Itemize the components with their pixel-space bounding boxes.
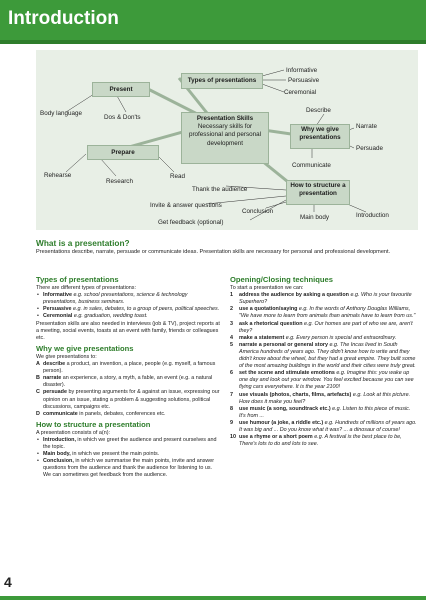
- list-item: [230, 392, 418, 406]
- label-body-language: Body language: [40, 110, 83, 117]
- item-key: B: [36, 375, 40, 382]
- label-research: Research: [106, 178, 133, 185]
- item-key: 9: [230, 419, 233, 426]
- structure-heading: How to structure a presentation: [36, 419, 151, 429]
- item-key: 6: [230, 370, 233, 377]
- what-is-heading: What is a presentation?: [36, 238, 130, 248]
- list-item: [230, 292, 418, 306]
- item-key: 2: [230, 306, 233, 313]
- item-text: e.g. Look at this picture. How does it make you feel?: [239, 391, 411, 405]
- node-types-of-presentations: Types of presentations: [181, 73, 263, 89]
- what-is-text: Presentations describe, narrate, persuade or communicate ideas. Presentation skills are necessary for personal and professional development.: [36, 249, 391, 256]
- node-present: Present: [92, 82, 150, 97]
- label-thank-the-audience: Thank the audience: [192, 186, 248, 193]
- item-text: a product, an invention, a place, people (e.g. myself, a famous person).: [43, 361, 216, 375]
- item-text: e.g. The Incas lived in South America hundreds of years ago. They didn't know how to write and they didn't know about the wheel, but they had a great empire. They built some of the most amazing buildings in the world and their cities were truly great.: [239, 341, 416, 370]
- list-item: • Main body, in which we present the main points.: [37, 451, 160, 458]
- item-text: by presenting arguments for & against an issue, expressing our opinion on an issue, stating a problem & suggesting solutions, political discussions, campaigns etc.: [43, 389, 220, 410]
- list-item: • Conclusion, in which we summarise the main points, invite and answer questions from the audience and thank the audience for listening to us. We can sometimes get feedback from the audience.: [37, 458, 215, 479]
- item-key: C: [36, 389, 40, 396]
- item-key: 8: [230, 405, 233, 412]
- item-term: make a statement: [239, 334, 285, 341]
- left-column: [36, 276, 221, 483]
- item-text: e.g. Who is your favourite Superhero?: [239, 292, 412, 306]
- item-term: use music (a song, soundtrack etc.): [239, 405, 331, 412]
- item-text: e.g. in sales, debates, to a group of peers, political speeches.: [71, 306, 220, 313]
- item-text: e.g. A festival is the best place to be, There's lots to do and lots to see.: [239, 434, 402, 448]
- techniques-intro: To start a presentation we can:: [230, 285, 304, 292]
- node-presentation-skills: [181, 112, 269, 164]
- item-text: e.g. school presentations, science & technology presentations, business seminars.: [43, 292, 188, 306]
- item-term: Conclusion,: [43, 458, 74, 465]
- why-section: [36, 345, 221, 418]
- item-key: 5: [230, 341, 233, 348]
- list-item: [36, 361, 221, 375]
- item-key: 3: [230, 320, 233, 327]
- center-title: Presentation Skills: [196, 115, 254, 122]
- list-item: • Ceremonial e.g. graduation, wedding toast.: [37, 313, 148, 320]
- item-text: in panels, debates, conferences etc.: [77, 410, 166, 417]
- item-text: in which we summarise the main points, invite and answer questions from the audience and thank the audience for listening to us. We can sometimes get feedback from the audience.: [43, 458, 215, 479]
- item-term: narrate: [43, 375, 62, 382]
- item-key: D: [36, 410, 40, 417]
- list-item: [36, 389, 221, 410]
- item-term: set the scene and stimulate emotions: [239, 370, 335, 377]
- label-main-body: Main body: [300, 214, 330, 221]
- list-item: [230, 342, 418, 370]
- item-term: ask a rhetorical question: [239, 320, 303, 327]
- item-term: use a rhyme or a short poem: [239, 434, 313, 441]
- label-introduction: Introduction: [356, 212, 389, 219]
- label-describe: Describe: [306, 107, 331, 114]
- structure-intro: A presentation consists of a(n):: [36, 429, 111, 436]
- item-key: 1: [230, 292, 233, 299]
- why-intro: We give presentations to:: [36, 353, 97, 360]
- page-title: Introduction: [8, 8, 119, 29]
- list-item: [36, 411, 221, 418]
- what-is-section: [36, 240, 416, 257]
- label-persuade: Persuade: [356, 145, 383, 152]
- label-invite-answer: Invite & answer questions: [150, 202, 222, 209]
- label-ceremonial: Ceremonial: [284, 89, 317, 96]
- item-key: 4: [230, 334, 233, 341]
- footer-band: [0, 596, 426, 600]
- label-dos-donts: Dos & Don'ts: [104, 114, 141, 121]
- list-item: • Introduction, in which we greet the audience and present ourselves and the topic.: [37, 436, 217, 451]
- list-item: [230, 406, 418, 420]
- item-term: use humour (a joke, a riddle etc.): [239, 419, 324, 426]
- label-communicate: Communicate: [292, 162, 331, 169]
- item-term: persuade: [43, 389, 67, 396]
- item-term: narrate a personal or general story: [239, 341, 328, 348]
- item-text: e.g. Imagine this: you wake up one day and look out your window. You feel excited because you can see flying cars everywhere. It is the year 2100!: [239, 370, 414, 391]
- page-number: 4: [4, 574, 12, 590]
- techniques-heading: Opening/Closing techniques: [230, 275, 333, 284]
- list-item: • Informative e.g. school presentations, science & technology presentations, business seminars.: [37, 292, 188, 306]
- structure-section: [36, 421, 221, 480]
- types-section: [36, 276, 221, 342]
- item-text: e.g. Hundreds of millions of years ago. It was big and ... Do you know what it was? ... a dinosaur of course!: [239, 419, 417, 433]
- list-item: [230, 306, 418, 320]
- list-item: [230, 434, 418, 448]
- types-outro: Presentation skills are also needed in interviews (job & TV), project reports at a meeting, social events, toasts at an event with family, friends or colleagues etc.: [36, 320, 220, 341]
- label-narrate: Narrate: [356, 123, 377, 130]
- item-term: address the audience by asking a question: [239, 292, 349, 299]
- item-term: use a quotation/saying: [239, 306, 298, 313]
- types-intro: There are different types of presentations:: [36, 285, 136, 292]
- item-term: use visuals (photos, charts, films, artefacts): [239, 391, 352, 398]
- list-item: • Persuasive e.g. in sales, debates, to a group of peers, political speeches.: [37, 306, 220, 313]
- header-band: [0, 0, 426, 44]
- label-rehearse: Rehearse: [44, 172, 72, 179]
- label-read: Read: [170, 173, 186, 180]
- label-persuasive: Persuasive: [288, 77, 320, 84]
- item-term: Persuasive: [43, 306, 72, 313]
- item-term: describe: [43, 361, 66, 368]
- label-get-feedback: Get feedback (optional): [158, 219, 224, 226]
- item-text: an experience, a story, a myth, a fable, an event (e.g. a natural disaster).: [43, 375, 213, 389]
- list-item: [230, 321, 418, 335]
- header-rule: [0, 40, 426, 44]
- item-term: Informative: [43, 292, 73, 299]
- list-item: [230, 420, 418, 434]
- node-how-to-structure: How to structure a presentation: [286, 180, 350, 205]
- types-heading: Types of presentations: [36, 275, 119, 284]
- item-text: e.g. Our homes are part of who we are, aren't they?: [239, 320, 413, 334]
- label-conclusion: Conclusion: [242, 208, 274, 215]
- item-term: communicate: [43, 410, 78, 417]
- item-text: e.g. In the words of Anthony Douglas Williams, "We have more to learn from animals than animals have to learn from us.": [239, 306, 416, 320]
- list-item: [36, 375, 221, 389]
- item-term: Introduction,: [43, 436, 76, 443]
- label-informative: Informative: [286, 67, 318, 74]
- item-text: e.g. graduation, wedding toast.: [72, 313, 148, 320]
- item-text: in which we present the main points.: [70, 451, 160, 458]
- item-term: Main body,: [43, 451, 71, 458]
- item-term: Ceremonial: [43, 313, 73, 320]
- item-key: 10: [230, 434, 236, 441]
- mind-map: [36, 50, 418, 230]
- list-item: [230, 335, 418, 342]
- node-why-we-give-presentations: Why we give presentations: [290, 124, 350, 149]
- item-text: e.g. Every person is special and extraordinary.: [284, 334, 397, 341]
- list-item: [230, 370, 418, 391]
- why-heading: Why we give presentations: [36, 343, 134, 353]
- center-subtitle: Necessary skills for professional and personal development: [188, 123, 262, 147]
- item-key: 7: [230, 391, 233, 398]
- item-key: A: [36, 361, 40, 368]
- right-column: [230, 276, 418, 448]
- item-text: in which we greet the audience and present ourselves and the topic.: [43, 436, 217, 451]
- node-prepare: Prepare: [87, 145, 159, 160]
- item-text: e.g. Listen to this piece of music. It's from ...: [239, 405, 411, 419]
